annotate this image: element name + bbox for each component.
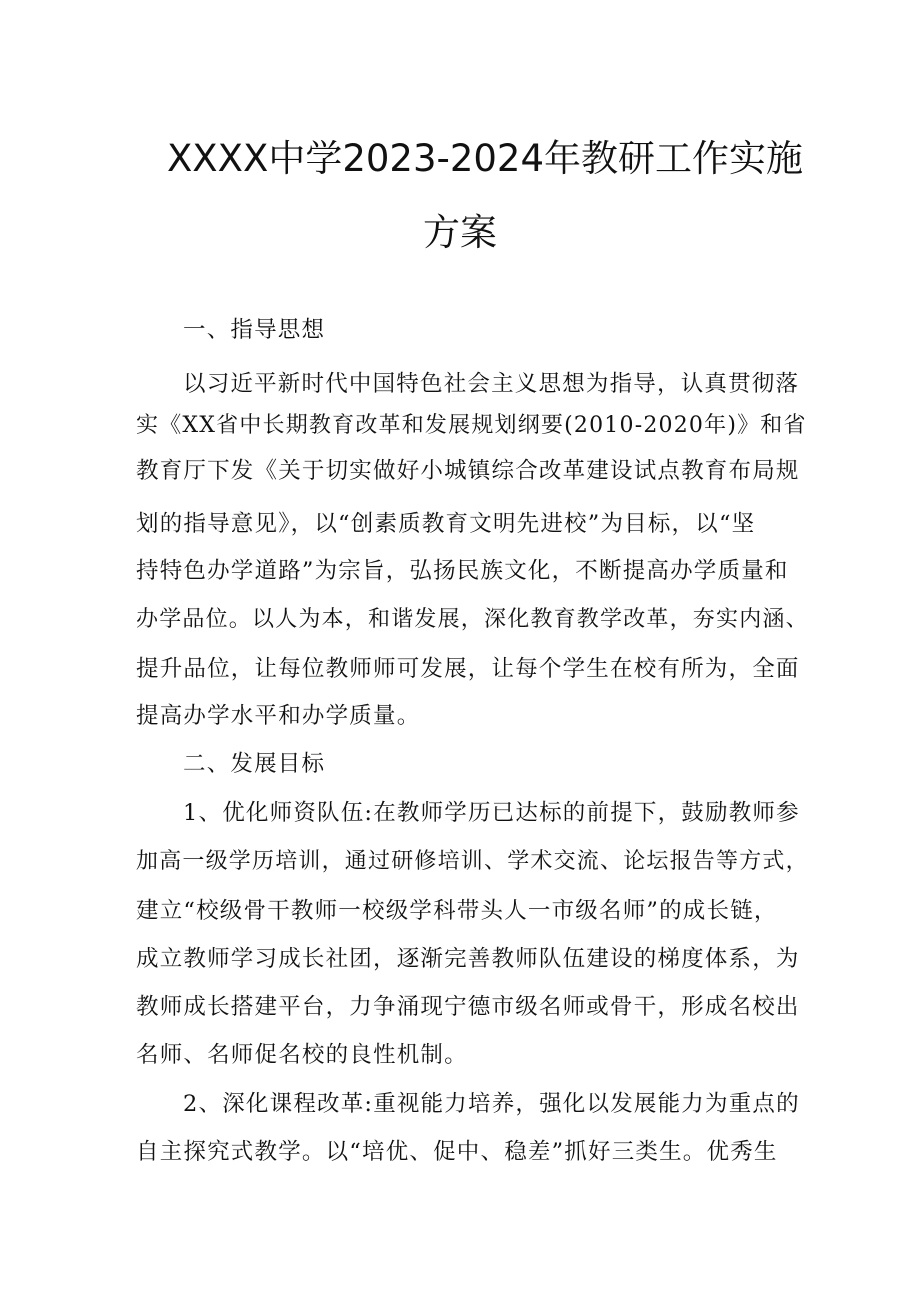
document-title-line-2: 方案 <box>423 211 497 254</box>
section-heading-development-goals: 二、发展目标 <box>183 751 326 777</box>
paragraph-line: 名师、名师促名校的良性机制。 <box>136 1042 468 1068</box>
paragraph-line: 自主探究式教学。以“培优、促中、稳差”抓好三类生。优秀生 <box>136 1139 778 1165</box>
paragraph-line: 提升品位，让每位教师师可发展，让每个学生在校有所为，全面 <box>136 656 800 682</box>
paragraph-line: 教师成长搭建平台，力争涌现宁德市级名师或骨干，形成名校出 <box>136 994 800 1020</box>
paragraph-line: 建立“校级骨干教师一校级学科带头人一市级名师”的成长链， <box>136 898 778 924</box>
section-heading-guiding-ideology: 一、指导思想 <box>183 317 326 343</box>
paragraph-line: 办学品位。以人为本，和谐发展，深化教育教学改革，夯实内涵、 <box>136 607 809 632</box>
paragraph-line: 加高一级学历培训，通过研修培训、学术交流、论坛报告等方式， <box>136 849 809 874</box>
paragraph-line: 教育厅下发《关于切实做好小城镇综合改革建设试点教育布局规 <box>136 458 800 484</box>
paragraph-line: 1、优化师资队伍:在教师学历已达标的前提下，鼓励教师参 <box>183 800 800 826</box>
paragraph-line: 以习近平新时代中国特色社会主义思想为指导，认真贯彻落 <box>183 371 800 397</box>
paragraph-line: 2、深化课程改革:重视能力培养，强化以发展能力为重点的 <box>183 1091 800 1117</box>
paragraph-line: 持特色办学道路”为宗旨，弘扬民族文化，不断提高办学质量和 <box>136 558 789 584</box>
paragraph-line: 成立教师学习成长社团，逐渐完善教师队伍建设的梯度体系，为 <box>136 946 800 972</box>
paragraph-line: 划的指导意见》，以“创素质教育文明先进校”为目标，以“坚 <box>136 511 756 537</box>
paragraph-line: 实《XX省中长期教育改革和发展规划纲要(2010-2020年)》和省 <box>136 413 807 438</box>
paragraph-line: 提高办学水平和办学质量。 <box>136 703 421 729</box>
document-title-line-1: XXXX中学2023-2024年教研工作实施 <box>166 137 804 180</box>
